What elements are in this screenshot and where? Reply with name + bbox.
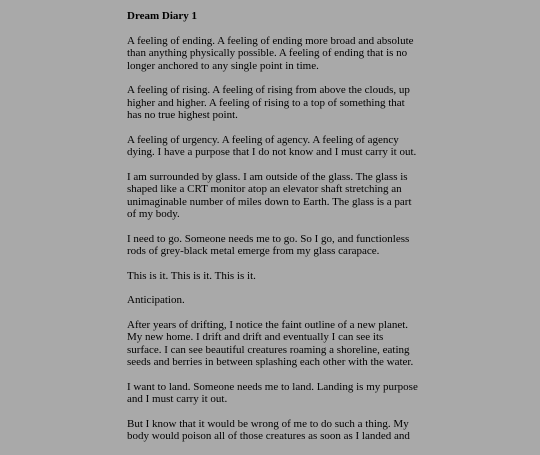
diary-paragraph-2: A feeling of rising. A feeling of rising from above the clouds, up higher and higher. A feeling of rising to a top of something that has no true highest point. bbox=[127, 84, 410, 121]
diary-paragraph-5: I need to go. Someone needs me to go. So I go, and functionless rods of grey-black metal emerge from my glass carapace. bbox=[127, 232, 410, 257]
diary-paragraph-10: But I know that it would be wrong of me to do such a thing. My body would poison all of those creatures as soon as I landed and bbox=[127, 417, 410, 442]
diary-paragraph-4: I am surrounded by glass. I am outside of the glass. The glass is shaped like a CRT monitor atop an elevator shaft stretching an unimaginable number of miles down to Earth. The glass is a part of my body. bbox=[127, 170, 412, 220]
diary-paragraph-1: A feeling of ending. A feeling of ending more broad and absolute than anything physically possible. A feeling of ending that is no longer anchored to any single point in time. bbox=[127, 34, 414, 72]
diary-paragraph-9: I want to land. Someone needs me to land. Landing is my purpose and I must carry it out. bbox=[127, 380, 418, 405]
diary-paragraph-6: This is it. This is it. This is it. bbox=[127, 269, 256, 282]
diary-title: Dream Diary 1 bbox=[127, 10, 198, 22]
diary-paragraph-3: A feeling of urgency. A feeling of agency. A feeling of agency dying. I have a purpose that I do not know and I must carry it out. bbox=[127, 133, 417, 158]
diary-paragraph-7: Anticipation. bbox=[127, 294, 185, 306]
diary-paragraph-8: After years of drifting, I notice the faint outline of a new planet. My new home. I drift and drift and eventually I can see its surface. I can see beautiful creatures roaming a shoreline, eating seeds and berries in between splashing each other with the water. bbox=[127, 318, 414, 368]
diary-page bbox=[127, 10, 419, 455]
